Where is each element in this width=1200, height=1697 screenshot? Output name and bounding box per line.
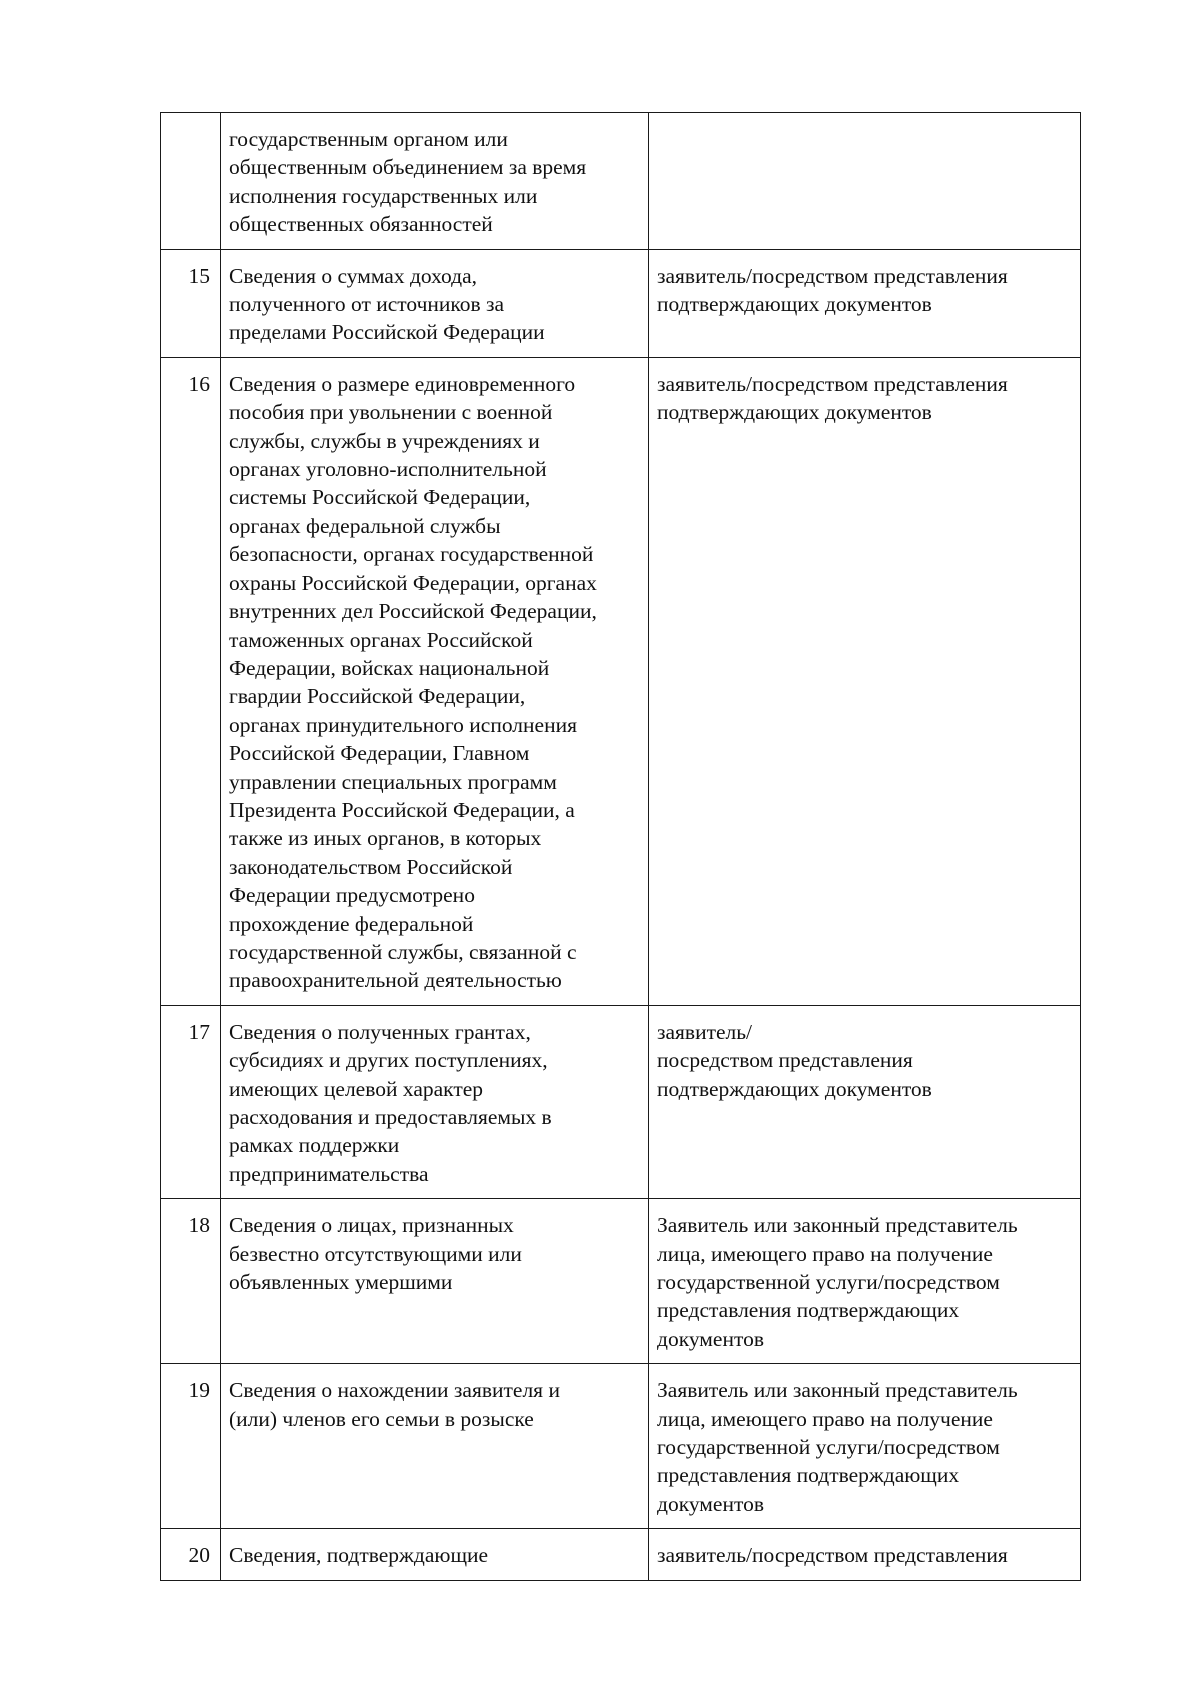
table-row: [161, 1529, 1081, 1580]
row-description: Сведения о суммах дохода, полученного от источников за пределами Российской Федерации: [221, 249, 649, 357]
row-description: государственным органом или общественным объединением за время исполнения государственных или общественных обязанностей: [221, 113, 649, 250]
row-source: заявитель/ посредством представления подтверждающих документов: [649, 1005, 1081, 1198]
row-description: Сведения о полученных грантах, субсидиях и других поступлениях, имеющих целевой характер расходования и предоставляемых в рамках поддержки предпринимательства: [221, 1005, 649, 1198]
row-source: заявитель/посредством представления: [649, 1529, 1081, 1580]
row-source: [649, 113, 1081, 250]
documents-table: [160, 112, 1081, 1581]
row-description: Сведения о лицах, признанных безвестно отсутствующими или объявленных умершими: [221, 1199, 649, 1364]
row-description: Сведения о нахождении заявителя и (или) членов его семьи в розыске: [221, 1364, 649, 1529]
row-description: Сведения о размере единовременного пособия при увольнении с военной службы, службы в учреждениях и органах уголовно-исполнительной системы Российской Федерации, органах федеральной службы безопасности, органах государственной охраны Российской Федерации, органах внутренних дел Российской Федерации, таможенных органах Российской Федерации, войсках национальной гвардии Российской Федерации, органах принудительного исполнения Российской Федерации, Главном управлении специальных программ Президента Российской Федерации, а также из иных органов, в которых законодательством Российской Федерации предусмотрено прохождение федеральной государственной службы, связанной с правоохранительной деятельностью: [221, 357, 649, 1005]
row-number: 16: [161, 357, 221, 1005]
row-number: 15: [161, 249, 221, 357]
documents-table-wrapper: [160, 112, 1080, 1581]
row-source: Заявитель или законный представитель лица, имеющего право на получение государственной услуги/посредством представления подтверждающих документов: [649, 1364, 1081, 1529]
table-row: [161, 1364, 1081, 1529]
row-source: заявитель/посредством представления подтверждающих документов: [649, 357, 1081, 1005]
row-number: 19: [161, 1364, 221, 1529]
table-row: [161, 249, 1081, 357]
table-row: [161, 357, 1081, 1005]
row-source: Заявитель или законный представитель лица, имеющего право на получение государственной услуги/посредством представления подтверждающих документов: [649, 1199, 1081, 1364]
row-number: [161, 113, 221, 250]
row-number: 17: [161, 1005, 221, 1198]
row-source: заявитель/посредством представления подтверждающих документов: [649, 249, 1081, 357]
row-number: 18: [161, 1199, 221, 1364]
table-row: [161, 1199, 1081, 1364]
table-row: [161, 113, 1081, 250]
row-description: Сведения, подтверждающие: [221, 1529, 649, 1580]
row-number: 20: [161, 1529, 221, 1580]
table-row: [161, 1005, 1081, 1198]
